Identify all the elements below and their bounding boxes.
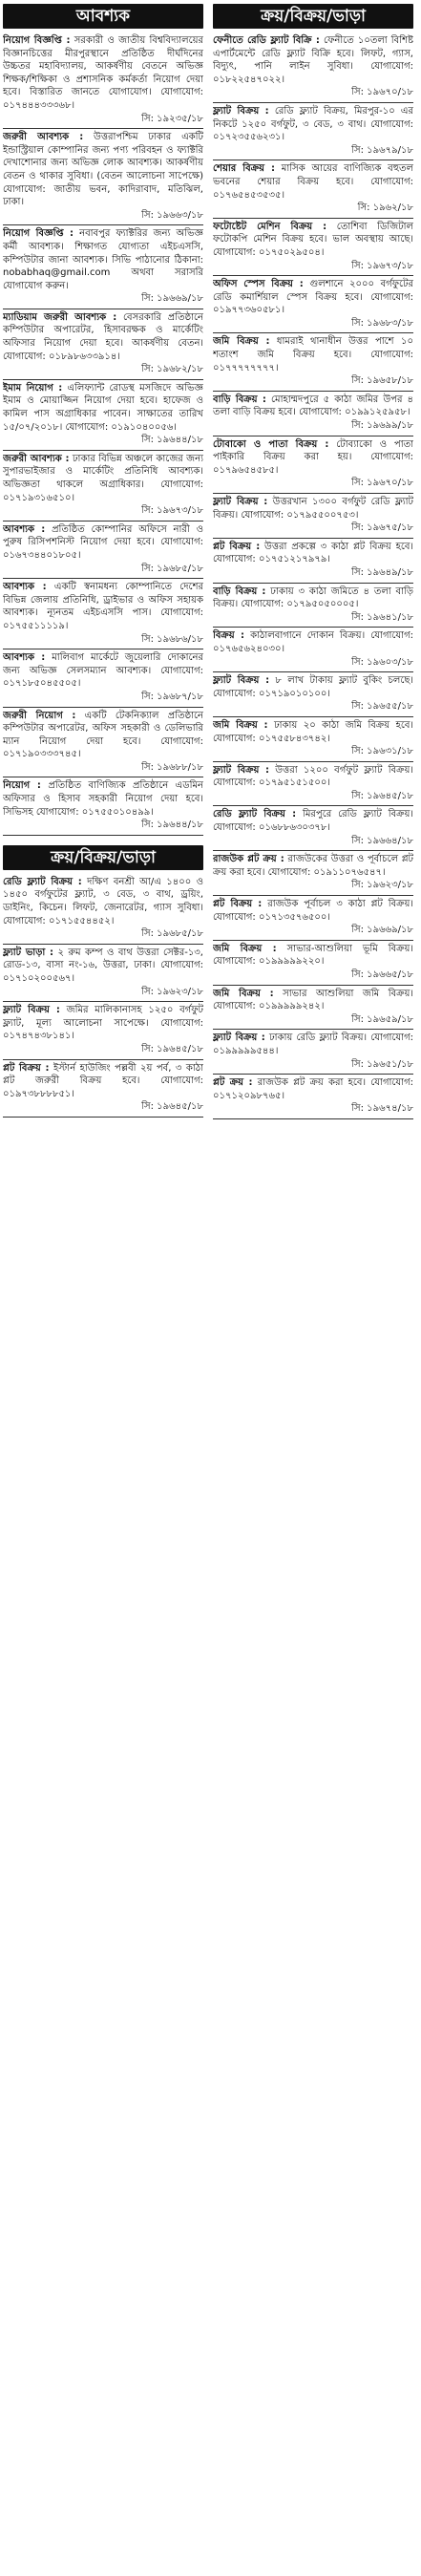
ad-body: রাজউকের উত্তরা ও পূর্বাচলে প্লট ক্রয় করা হবে। যোগাযোগ: ০১৯১১০৭৬৫৪৭।	[213, 854, 413, 878]
classified-ad	[3, 32, 203, 129]
ad-body: ৮ লাখ টাকায় ফ্ল্যাট বুকিং চলছে। যোগাযোগ: ০১৭১৯০১০১০০।	[213, 675, 413, 699]
ad-body: এলিফ্যান্ট রোডস্থ মসজিদে অভিজ্ঞ ইমাম ও মোয়াজ্জিন নিয়োগ দেয়া হবে। হাফেজ ও কামিল পাস অগ্রাধিকার পাবেন। সাক্ষাতের তারিখ ১৫/০৭/২০১৮। যোগাযোগ: ০১৯১০৪০০৫৬।	[3, 382, 203, 433]
ad-title: টোবাকো ও পাতা বিক্রয় :	[213, 438, 329, 450]
ad-title: প্লট বিক্রয় :	[213, 541, 261, 552]
ad-body: তোশিবা ডিজিটাল ফটোকপি মেশিন বিক্রয় হবে। ভাল অবস্থায় আছে। যোগাযোগ: ০১৭৫০২৯৫০৪।	[213, 221, 413, 258]
ad-body: বেসরকারি প্রতিষ্ঠানে কম্পিউটার অপারেটর, হিসাবরক্ষক ও মার্কেটিং অফিসার নিয়োগ দেয়া হবে। আকর্ষণীয় বেতন। যোগাযোগ: ০১৮৯৮৬৩৩৯১৪।	[3, 311, 203, 362]
ad-code: সি: ১৯৬৯৯/১৮	[351, 420, 413, 432]
ad-body: সাভার-আশুলিয়া ভূমি বিক্রয়। যোগাযোগ: ০১৯৯৯৯৯২২০।	[213, 943, 413, 968]
ad-title: নিয়োগ বিজ্ঞপ্তি :	[3, 35, 71, 46]
ad-title: জমি বিক্রয় :	[213, 943, 277, 954]
ad-title: বিক্রয় :	[213, 630, 245, 642]
ad-code: সি: ১৯৬৫৯/১৮	[351, 1013, 413, 1025]
ad-code: সি: ১৯৬৬৯/১৮	[351, 925, 413, 936]
section-header-buy-sell-rent: ক্রয়/বিক্রয়/ভাড়া	[3, 845, 203, 870]
ad-code: সি: ১৯৬৮৮/১৮	[141, 761, 203, 773]
classified-ad	[213, 584, 413, 628]
ad-body: দক্ষিণ বনশ্রী আ/এ ১৪০০ ও ১৪৫০ বর্গফুটের ফ্ল্যাট, ৩ বেড, ৩ বাথ, ড্রয়িং, ডাইনিং, কিচেন। লিফট, জেনারেটর, গ্যাস সুবিধা। যোগাযোগ: ০১৭১৫৫৪৪৫২।	[3, 876, 203, 926]
section-header-wanted: আবশ্যক	[3, 4, 203, 29]
classified-ad	[213, 628, 413, 672]
ad-code: সি: ১৯৬৭০/১৮	[351, 478, 413, 489]
ad-code: সি: ১৯৬৬৫/১৮	[351, 969, 413, 980]
classified-ad	[213, 806, 413, 851]
ad-code: সি: ১৯৬৩১/১৮	[351, 746, 413, 757]
ad-code: সি: ১৯৬৬৪/১৮	[351, 835, 413, 846]
ad-body: প্রতিষ্ঠিত কোম্পানির অফিসে নারী ও পুরুষ রিসিপশনিস্ট নিয়োগ দেয়া হবে। যোগাযোগ: ০১৬৭৩৪৪০১৮০৫।	[3, 523, 203, 561]
ad-body: মাসিক আয়ের বাণিজ্যিক বহুতল ভবনের শেয়ার বিক্রয় হবে। যোগাযোগ: ০১৭৬৫৪৫৩৫৩৫।	[213, 163, 413, 201]
ad-code: সি: ১৯২৩৫/১৮	[141, 113, 203, 124]
classified-ad	[213, 160, 413, 218]
ad-title: জমি বিক্রয় :	[213, 336, 270, 348]
classified-ad	[3, 1060, 203, 1118]
ad-code: সি: ১৯৬৪৪/১৮	[141, 435, 203, 446]
ad-title: ফ্ল্যাট বিক্রয় :	[213, 497, 268, 507]
ad-body: সরকারী ও জাতীয় বিশ্ববিদ্যালয়ের বিজ্ঞানচিত্তের মীরপুরস্থানে প্রতিষ্ঠিত দীর্ঘদিনের উচ্চতর মহাবিদ্যালয়, আকর্ষণীয় বেতনে অভিজ্ঞ শিক্ষক/শিক্ষিকা ও প্রশাসনিক কর্মকর্তা নিয়োগ দেয়া হবে। বিস্তারিত জানতে যোগাযোগ। যোগাযোগ: ০১৭৪৪৪৩৩৩৬৮।	[3, 35, 203, 111]
ad-body: মালিবাগ মার্কেটে জুয়েলারি দোকানের জন্য অভিজ্ঞ সেলসম্যান আবশ্যক। যোগাযোগ: ০১৭১৮৫০৪৫৫০৫।	[3, 652, 203, 690]
ad-code: সি: ১৯৬৮৫/১৮	[141, 928, 203, 940]
ad-body: ঢাকায় রেডি ফ্ল্যাট বিক্রয়। যোগাযোগ: ০১৯৯৯৯৯৫৪৪।	[213, 1033, 413, 1056]
classified-ad	[213, 986, 413, 1031]
ad-title: জরুরী আবশ্যক :	[3, 132, 84, 143]
ad-body: ঢাকার বিভিন্ন অঞ্চলে কাজের জন্য সুপারভাইজার ও মার্কেটিং প্রতিনিধি আবশ্যক। অভিজ্ঞতা থাকলে অগ্রাধিকার। যোগাযোগ: ০১৭১৯৩১৬৫১০।	[3, 453, 203, 503]
ad-title: জরুরী আবশ্যক :	[3, 453, 70, 464]
classified-ad	[213, 672, 413, 717]
classified-ad	[213, 941, 413, 986]
classified-ad	[213, 1075, 413, 1119]
ad-title: ফ্ল্যাট বিক্রয় :	[213, 1033, 265, 1044]
ad-title: ম্যাডিয়াম জরুরী আবশ্যক :	[3, 311, 117, 323]
ad-title: ফ্ল্যাট বিক্রয় :	[213, 675, 270, 687]
ad-title: আবশ্যক :	[3, 652, 46, 664]
ad-body: নবাবপুর ফ্যাক্টরির জন্য অভিজ্ঞ কর্মী আবশ্যক। শিক্ষাগত যোগ্যতা এইচএসসি, কম্পিউটার জানা আবশ্যক। সিভি পাঠানোর ঠিকানা: nobabhaq@gmail.com অথবা সরাসরি যোগাযোগ করুন।	[3, 228, 203, 291]
ad-body: প্রতিষ্ঠিত বাণিজ্যিক প্রতিষ্ঠানে এডমিন অফিসার ও হিসাব সহকারী নিয়োগ দেয়া হবে। সিভিসহ যোগাযোগ: ০১৭৫৫০১০৪৯৯।	[3, 780, 203, 818]
ad-title: বাড়ি বিক্রয় :	[213, 585, 266, 597]
ad-title: ফ্ল্যাট বিক্রয় :	[3, 1005, 60, 1016]
classified-ad	[3, 225, 203, 309]
ad-body: জমির মালিকানাসহ ১২৫০ বর্গফুট ফ্ল্যাট, মূল্য আলোচনা সাপেক্ষে। যোগাযোগ: ০১৭৪৭৪৩৮১৪১।	[3, 1005, 203, 1042]
ad-code: সি: ১৯৬২/১৮	[357, 202, 413, 214]
ad-body: টোব্যাকো ও পাতা পাইকারি বিক্রয় করা হয়। যোগাযোগ: ০১৭৯৬৫৪৫৮৫।	[213, 438, 413, 476]
ad-title: প্লট ক্রয় :	[213, 1077, 253, 1089]
classified-ad	[213, 762, 413, 807]
ad-title: আবশ্যক :	[3, 582, 47, 593]
ad-body: গুলশানে ২০০০ বর্গফুটের রেডি কমার্শিয়াল স্পেস বিক্রয় হবে। যোগাযোগ: ০১৯৭৭৩৬০৫৮১।	[213, 279, 413, 316]
ad-body: ইস্টার্ন হাউজিং পল্লবী ২য় পর্ব, ৩ কাঠা প্লট জরুরী বিক্রয় হবে। যোগাযোগ: ০১৯৭৩৮৮৮৮৫১।	[3, 1062, 203, 1099]
classified-ad	[3, 1002, 203, 1059]
classified-ad	[3, 129, 203, 225]
ad-title: নিয়োগ বিজ্ঞপ্তি :	[3, 228, 74, 240]
ad-code: সি: ১৯৬৫৫/১৮	[351, 701, 413, 713]
ad-title: অফিস স্পেস বিক্রয় :	[213, 279, 304, 290]
ad-body: রাজউক প্লট ক্রয় করা হবে। যোগাযোগ: ০১৭১২০৯৮৭৬৫।	[213, 1077, 413, 1101]
ad-title: নিয়োগ :	[3, 780, 41, 792]
classified-ad	[213, 32, 413, 103]
ad-title: ফ্ল্যাট বিক্রয় :	[213, 764, 269, 776]
section-header-buy-sell-rent: ক্রয়/বিক্রয়/ভাড়া	[213, 4, 413, 29]
classified-ad	[213, 333, 413, 391]
ad-code: সি: ১৯৬৮৬/১৮	[141, 633, 203, 645]
ad-body: মোহাম্মদপুরে ৫ কাঠা জমির উপর ৪ তলা বাড়ি বিক্রয় হবে। যোগাযোগ: ০১৯৯১২৫৯৫৮।	[213, 394, 413, 418]
ad-code: সি: ১৯৬৮২/১৮	[141, 364, 203, 375]
ad-title: প্লট বিক্রয় :	[213, 899, 263, 910]
ad-body: ধামরাই থানাধীন উত্তর পাশে ১০ শতাংশ জমি বিক্রয় হবে। যোগাযোগ: ০১৭৭৭৭৭৭৭৭।	[213, 336, 413, 373]
classified-ad	[3, 451, 203, 522]
ad-body: উত্তরা ১২০০ বর্গফুট ফ্ল্যাট বিক্রয়। যোগাযোগ: ০১৭৯৫১৫১৫০০।	[213, 764, 413, 789]
ad-body: একটি টেকনিক্যাল প্রতিষ্ঠানে কম্পিউটার অপারেটর, অফিস সহকারী ও ডেলিভারি ম্যান নিয়োগ দেয়া হবে। যোগাযোগ: ০১৭১৯০৩৩৩৭৪৫।	[3, 710, 203, 760]
ad-code: সি: ১৯৬৫৮/১৮	[351, 375, 413, 387]
ad-body: একটি স্বনামধন্য কোম্পানিতে দেশের বিভিন্ন জেলায় প্রতিনিধি, ড্রাইভার ও অফিস সহায়ক আবশ্যক। ন্যূনতম এইচএসসি পাস। যোগাযোগ: ০১৭৫৫১১১১৯।	[3, 582, 203, 631]
classified-ad	[213, 494, 413, 539]
ad-title: জরুরী নিয়োগ :	[3, 710, 76, 721]
ad-title: রেডি ফ্ল্যাট বিক্রয় :	[3, 876, 82, 887]
ad-code: সি: ১৯৬০৩/১৮	[351, 656, 413, 668]
right-column	[213, 2, 413, 2576]
ad-body: উত্তরাপশ্চিম ঢাকার একটি ইন্ডাস্ট্রিয়াল কোম্পানির জন্য পণ্য পরিবহন ও ফ্যাক্টরি দেখাশোনার জন্য অভিজ্ঞ লোক আবশ্যক। আকর্ষণীয় বেতন ও থাকার সুবিধা। (বেতন আলোচনা সাপেক্ষে) যোগাযোগ: জাতীয় ভবন, কাদিরাবাদ, মতিঝিল, ঢাকা।	[3, 132, 203, 208]
classified-ad	[3, 309, 203, 380]
ad-body: মিরপুরে রেডি ফ্ল্যাট বিক্রয়। যোগাযোগ: ০১৬৮৮৬৩০৩৭৮।	[213, 809, 413, 834]
ad-code: সি: ১৯৬৪৯/১৮	[351, 566, 413, 578]
classified-ad	[3, 945, 203, 1002]
classified-ad	[3, 579, 203, 649]
ad-title: আবশ্যক :	[3, 523, 46, 535]
ad-code: সি: ১৯৬৬৯/১৮	[141, 293, 203, 305]
ad-body: উত্তরখান ১৩০০ বর্গফুট রেডি ফ্ল্যাট বিক্রয়। যোগাযোগ: ০১৭৯৫৫০০৭৫৩।	[213, 497, 413, 521]
ad-body: রেডি ফ্ল্যাট বিক্রয়, মিরপুর-১০ এর নিকটে ১২৫০ বর্গফুট, ৩ বেড, ৩ বাথ। যোগাযোগ: ০১৭২৩৫৫৬২৩১।	[213, 105, 413, 143]
ad-code: সি: ১৯৬৬৩/১৮	[141, 209, 203, 221]
ads-list-wanted	[3, 32, 203, 836]
ad-code: সি: ১৯৬৭৫/১৮	[351, 522, 413, 534]
ad-title: জমি বিক্রয় :	[213, 719, 268, 731]
classified-ad	[213, 539, 413, 584]
ad-body: সাভার আশুলিয়া জমি বিক্রয়। যোগাযোগ: ০১৯৯৯৯৯২৪২।	[213, 988, 413, 1012]
classified-ad	[3, 522, 203, 579]
classified-ad	[213, 103, 413, 160]
ad-title: শেয়ার বিক্রয় :	[213, 163, 276, 175]
classified-ad	[213, 1030, 413, 1075]
classified-ad	[213, 392, 413, 436]
ad-code: সি: ১৯৬৭৩/১৮	[351, 260, 413, 271]
ad-code: সি: ১৯৬৪৫/১৮	[141, 1043, 203, 1054]
ad-code: সি: ১৯৬৮৩/১৮	[351, 317, 413, 329]
ad-code: সি: ১৯৬৮৫/১৮	[141, 563, 203, 574]
ad-title: রেডি ফ্ল্যাট বিক্রয় :	[213, 809, 297, 820]
left-column	[3, 2, 203, 2576]
classified-ad	[3, 777, 203, 835]
ad-title: জমি বিক্রয় :	[213, 988, 274, 999]
ad-title: ফ্ল্যাট বিক্রয় :	[213, 105, 269, 117]
ad-code: সি: ১৯৬৭৪/১৮	[351, 1103, 413, 1115]
ad-code: সি: ১৯৬৭০/১৮	[351, 87, 413, 98]
ad-body: ২ রুম কম্প ও বাথ উত্তরা সেক্টর-১৩, রোড-১৩, বাসা নং-১৬, উত্তরা, ঢাকা। যোগাযোগ: ০১৭১০২০০৫৬৭।	[3, 947, 203, 984]
classified-ad	[213, 896, 413, 941]
ad-title: ইমাম নিয়োগ :	[3, 382, 63, 394]
classified-ad	[3, 380, 203, 451]
classified-ad	[3, 874, 203, 945]
ad-code: সি: ১৯৬৫১/১৮	[351, 1058, 413, 1070]
ad-body: কাঠালবাগানে দোকান বিক্রয়। যোগাযোগ: ০১৭৬৫৬২৪০৩০।	[213, 630, 413, 654]
ad-body: ঢাকায় ৩ কাঠা জমিতে ৪ তলা বাড়ি বিক্রয়। যোগাযোগ: ০১৭৯৫০৫০০০৫।	[213, 585, 413, 610]
classified-ad	[3, 649, 203, 707]
ad-body: ফেনীতে ১০তলা বিশিষ্ট এপার্টমেন্টে রেডি ফ্ল্যাট বিক্রি হবে। লিফট, গ্যাস, বিদ্যুৎ, পানি লাইন সুবিধা। যোগাযোগ: ০১৮২২৫৪৭০২২।	[213, 35, 413, 85]
classified-ad	[213, 436, 413, 494]
classified-ad	[213, 276, 413, 333]
ad-code: সি: ১৯৬২৩/১৮	[351, 880, 413, 891]
ad-title: বাড়ি বিক্রয় :	[213, 394, 266, 405]
ad-code: সি: ১৯৬৪৫/১৮	[351, 790, 413, 801]
ads-list-buy-sell-rent-right	[213, 32, 413, 1119]
ad-code: সি: ১৯৬৪১/১৮	[351, 611, 413, 623]
ad-body: উত্তরা প্রকল্পে ৩ কাঠা প্লট বিক্রয় হবে। যোগাযোগ: ০১৭৫১২১৭৯৭৯।	[213, 541, 413, 565]
ad-code: সি: ১৯৬৮৭/১৮	[141, 691, 203, 702]
ad-body: রাজউক পূর্বাচল ৩ কাঠা প্লট বিক্রয়। যোগাযোগ: ০১৭১৩৫৭৬৫০০।	[213, 899, 413, 923]
ad-title: প্লট বিক্রয় :	[3, 1062, 50, 1074]
classified-ad	[213, 851, 413, 896]
classified-ad	[213, 717, 413, 762]
ad-title: ফটোষ্টেট মেশিন বিক্রয় :	[213, 221, 327, 232]
ad-title: রাজউক প্লট ক্রয় :	[213, 854, 284, 865]
ad-code: সি: ১৯৬৪৪/১৮	[141, 820, 203, 831]
ad-code: সি: ১৯৬২৩/১৮	[141, 986, 203, 997]
ad-code: সি: ১৯৬৭৩/১৮	[141, 505, 203, 517]
ad-body: ঢাকায় ২০ কাঠা জমি বিক্রয় হবে। যোগাযোগ: ০১৭৫৫৮৪৩৭৪২।	[213, 719, 413, 744]
ad-code: সি: ১৯৬৭৯/১৮	[351, 144, 413, 156]
classified-ad	[3, 708, 203, 778]
ad-title: ফ্ল্যাট ভাড়া :	[3, 947, 53, 958]
ads-list-buy-sell-rent-left	[3, 874, 203, 1118]
ad-title: ফেনীতে রেডি ফ্ল্যাট বিক্রি :	[213, 35, 320, 46]
ad-code: সি: ১৯৬৪৫/১৮	[141, 1101, 203, 1113]
classified-ad	[213, 219, 413, 276]
